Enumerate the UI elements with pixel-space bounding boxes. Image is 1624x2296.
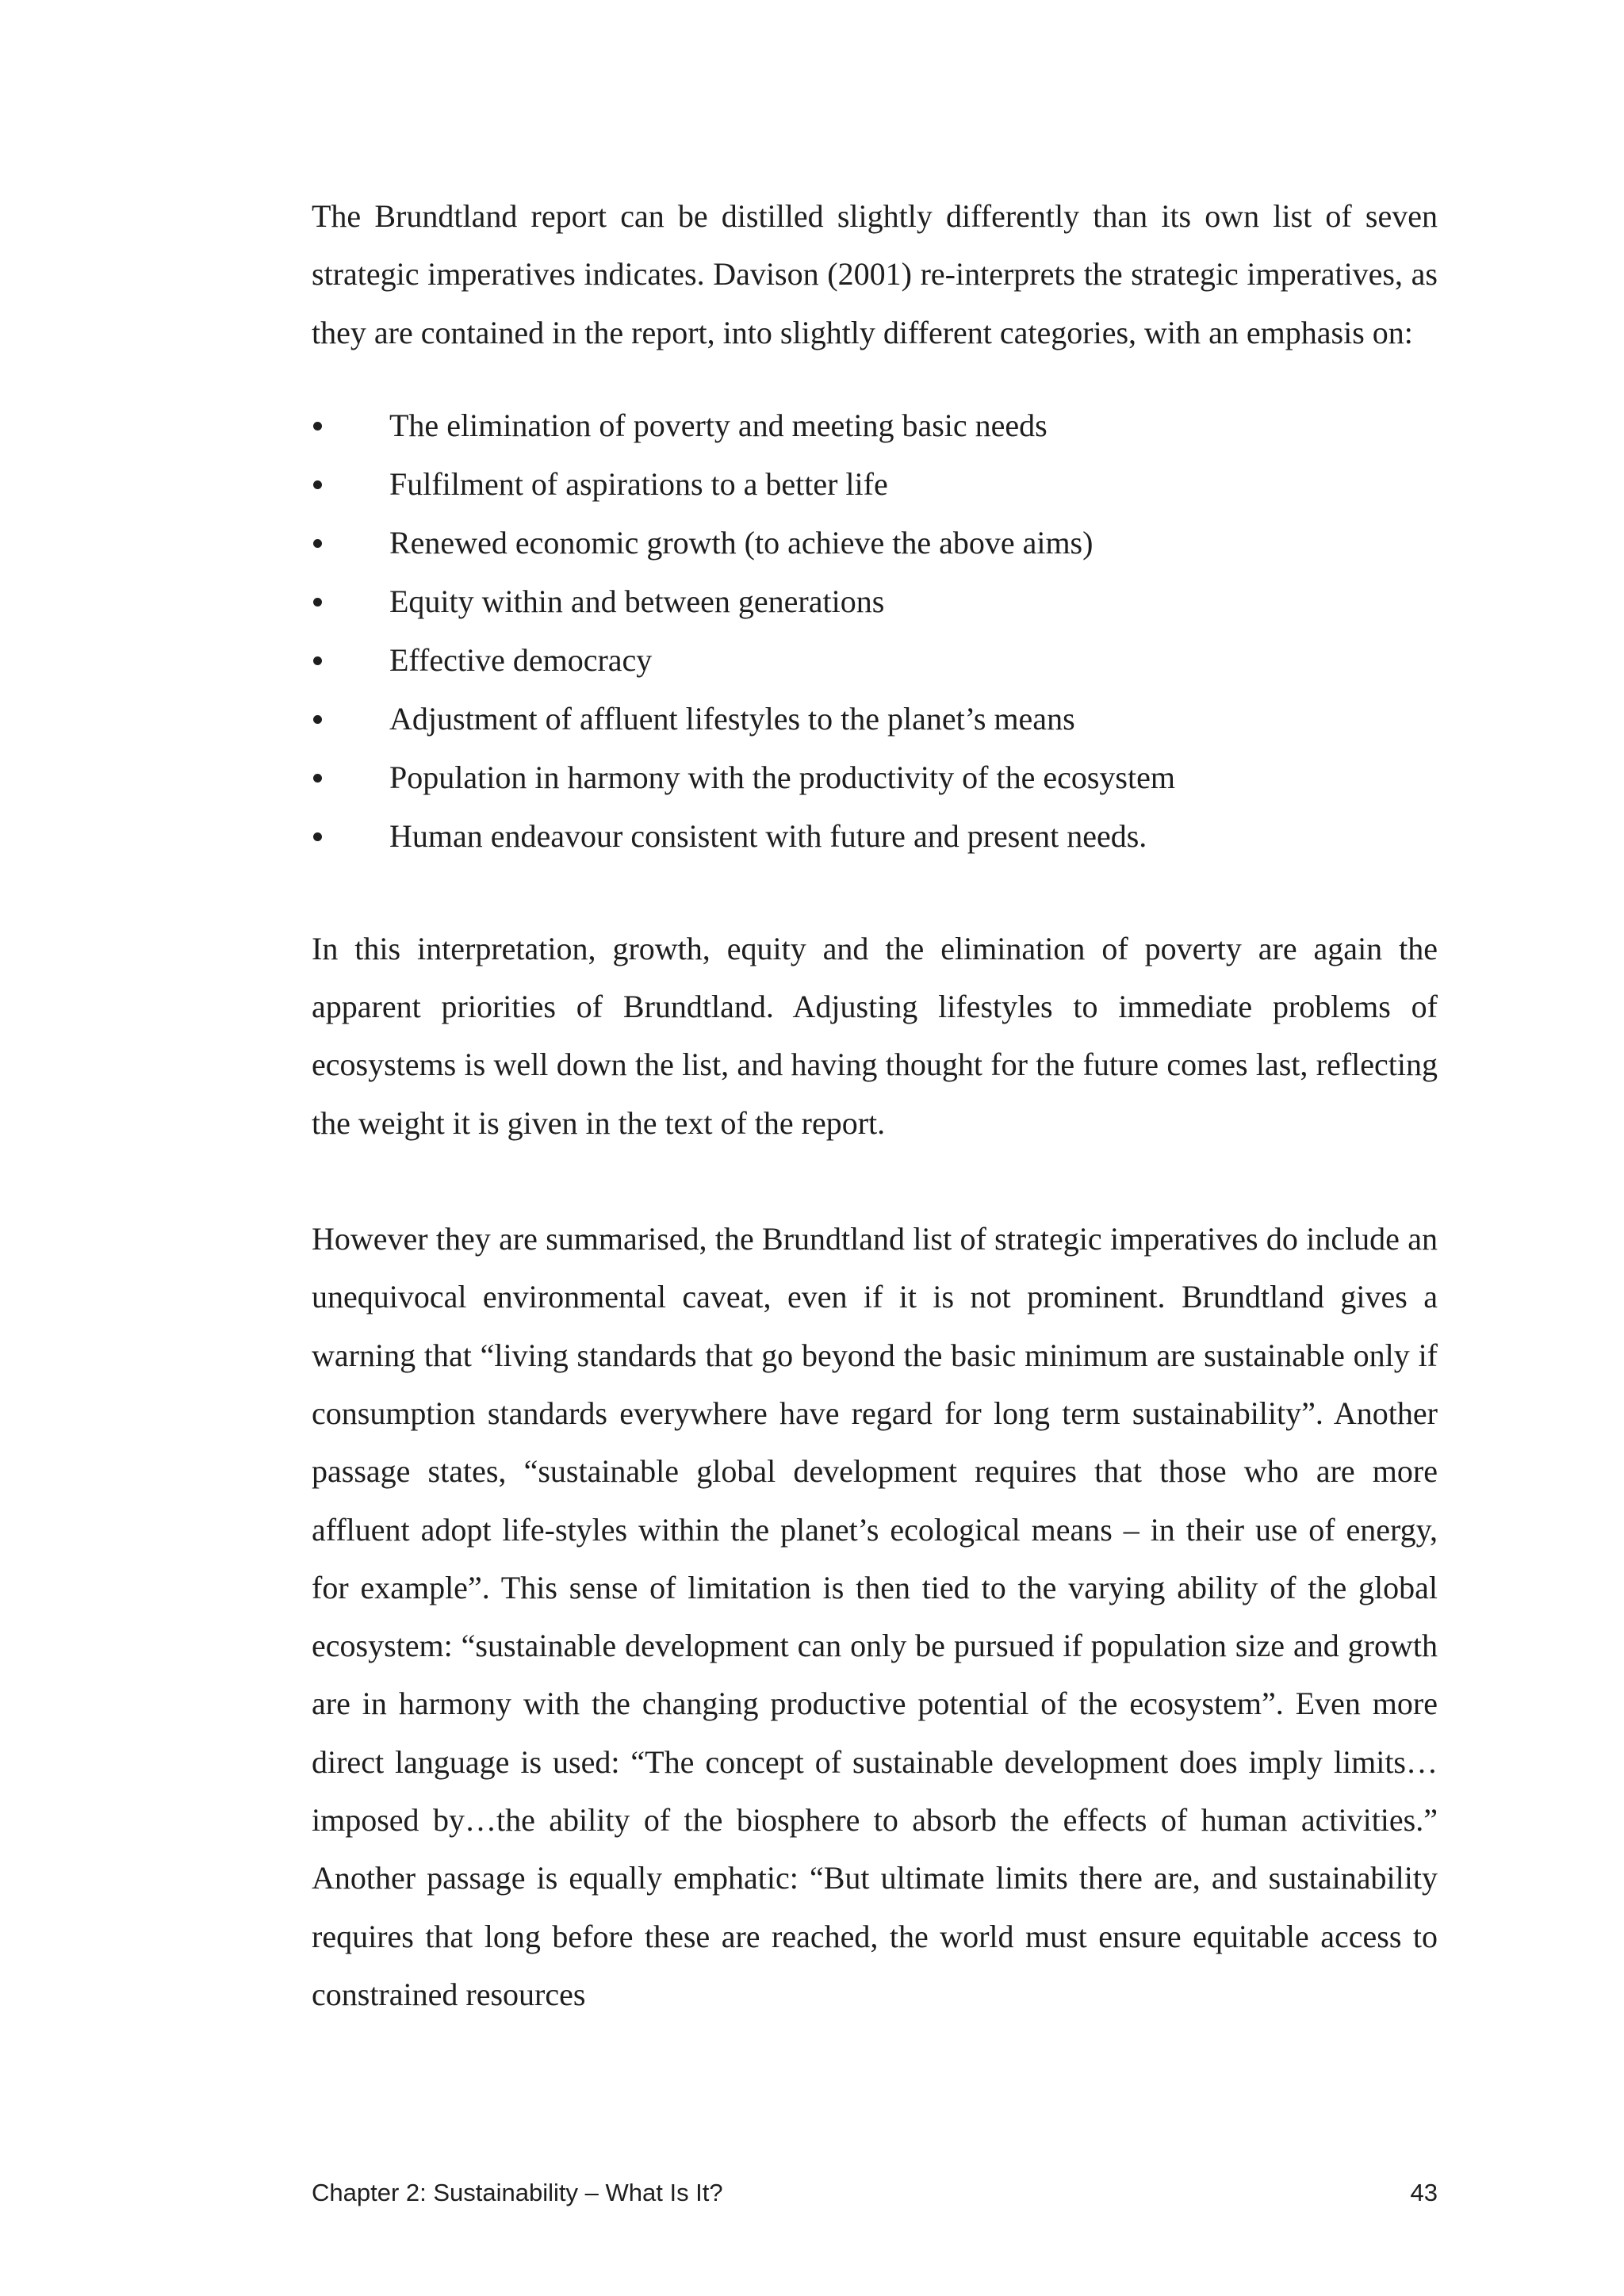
bullet-icon xyxy=(313,480,322,489)
list-item xyxy=(312,455,1438,514)
list-item-text: Population in harmony with the productivity of the ecosystem xyxy=(389,759,1175,795)
list-item-text: Effective democracy xyxy=(389,641,653,678)
bullet-icon xyxy=(313,539,322,548)
list-item xyxy=(312,514,1438,572)
bullet-icon xyxy=(313,832,322,841)
page-number: 43 xyxy=(1410,2179,1438,2206)
list-item-text: Human endeavour consistent with future and present needs. xyxy=(389,817,1147,854)
list-item xyxy=(312,631,1438,690)
footer-chapter-title: Chapter 2: Sustainability – What Is It? xyxy=(312,2179,723,2206)
paragraph-caveat: However they are summarised, the Brundtland list of strategic imperatives do include an unequivocal environmental caveat, even if it is not prominent. Brundtland gives a warning that “living standards that go beyond the basic minimum are sustainable only if consumption standards everywhere have regard for long term sustainability”. Another passage states, “sustainable global development requires that those who are more affluent adopt life-styles within the planet’s ecological means – in their use of energy, for example”. This sense of limitation is then tied to the varying ability of the global ecosystem: “sustainable development can only be pursued if population size and growth are in harmony with the changing productive potential of the ecosystem”. Even more direct language is used: “The concept of sustainable development does imply limits…imposed by…the ability of the biosphere to absorb the effects of human activities.” Another passage is equally emphatic: “But ultimate limits there are, and sustainability requires that long before these are reached, the world must ensure equitable access to constrained resources xyxy=(312,1221,1438,2012)
list-item xyxy=(312,690,1438,748)
bullet-icon xyxy=(313,598,322,607)
bullet-icon xyxy=(313,715,322,724)
list-item-text: Adjustment of affluent lifestyles to the planet’s means xyxy=(389,700,1075,737)
bullet-icon xyxy=(313,774,322,783)
paragraph-interpretation: In this interpretation, growth, equity and the elimination of poverty are again the apparent priorities of Brundtland. Adjusting lifestyles to immediate problems of ecosystems is well down the list, and having thought for the future comes last, reflecting the weight it is given in the text of the report. xyxy=(312,930,1438,1141)
imperatives-list xyxy=(312,396,1438,866)
list-item-text: Fulfilment of aspirations to a better life xyxy=(389,465,888,502)
paragraph-intro: The Brundtland report can be distilled slightly differently than its own list of seven strategic imperatives indicates. Davison (2001) re-interprets the strategic imperatives, as they are contained in the report, into slightly different categories, with an emphasis on: xyxy=(312,198,1438,350)
list-item-text: Renewed economic growth (to achieve the above aims) xyxy=(389,524,1094,561)
list-item-text: Equity within and between generations xyxy=(389,583,885,619)
list-item xyxy=(312,572,1438,631)
list-item xyxy=(312,748,1438,807)
bullet-icon xyxy=(313,656,322,665)
list-item-text: The elimination of poverty and meeting basic needs xyxy=(389,407,1048,443)
page-body xyxy=(312,187,1438,2023)
list-item xyxy=(312,807,1438,866)
list-item xyxy=(312,396,1438,455)
bullet-icon xyxy=(313,422,322,430)
